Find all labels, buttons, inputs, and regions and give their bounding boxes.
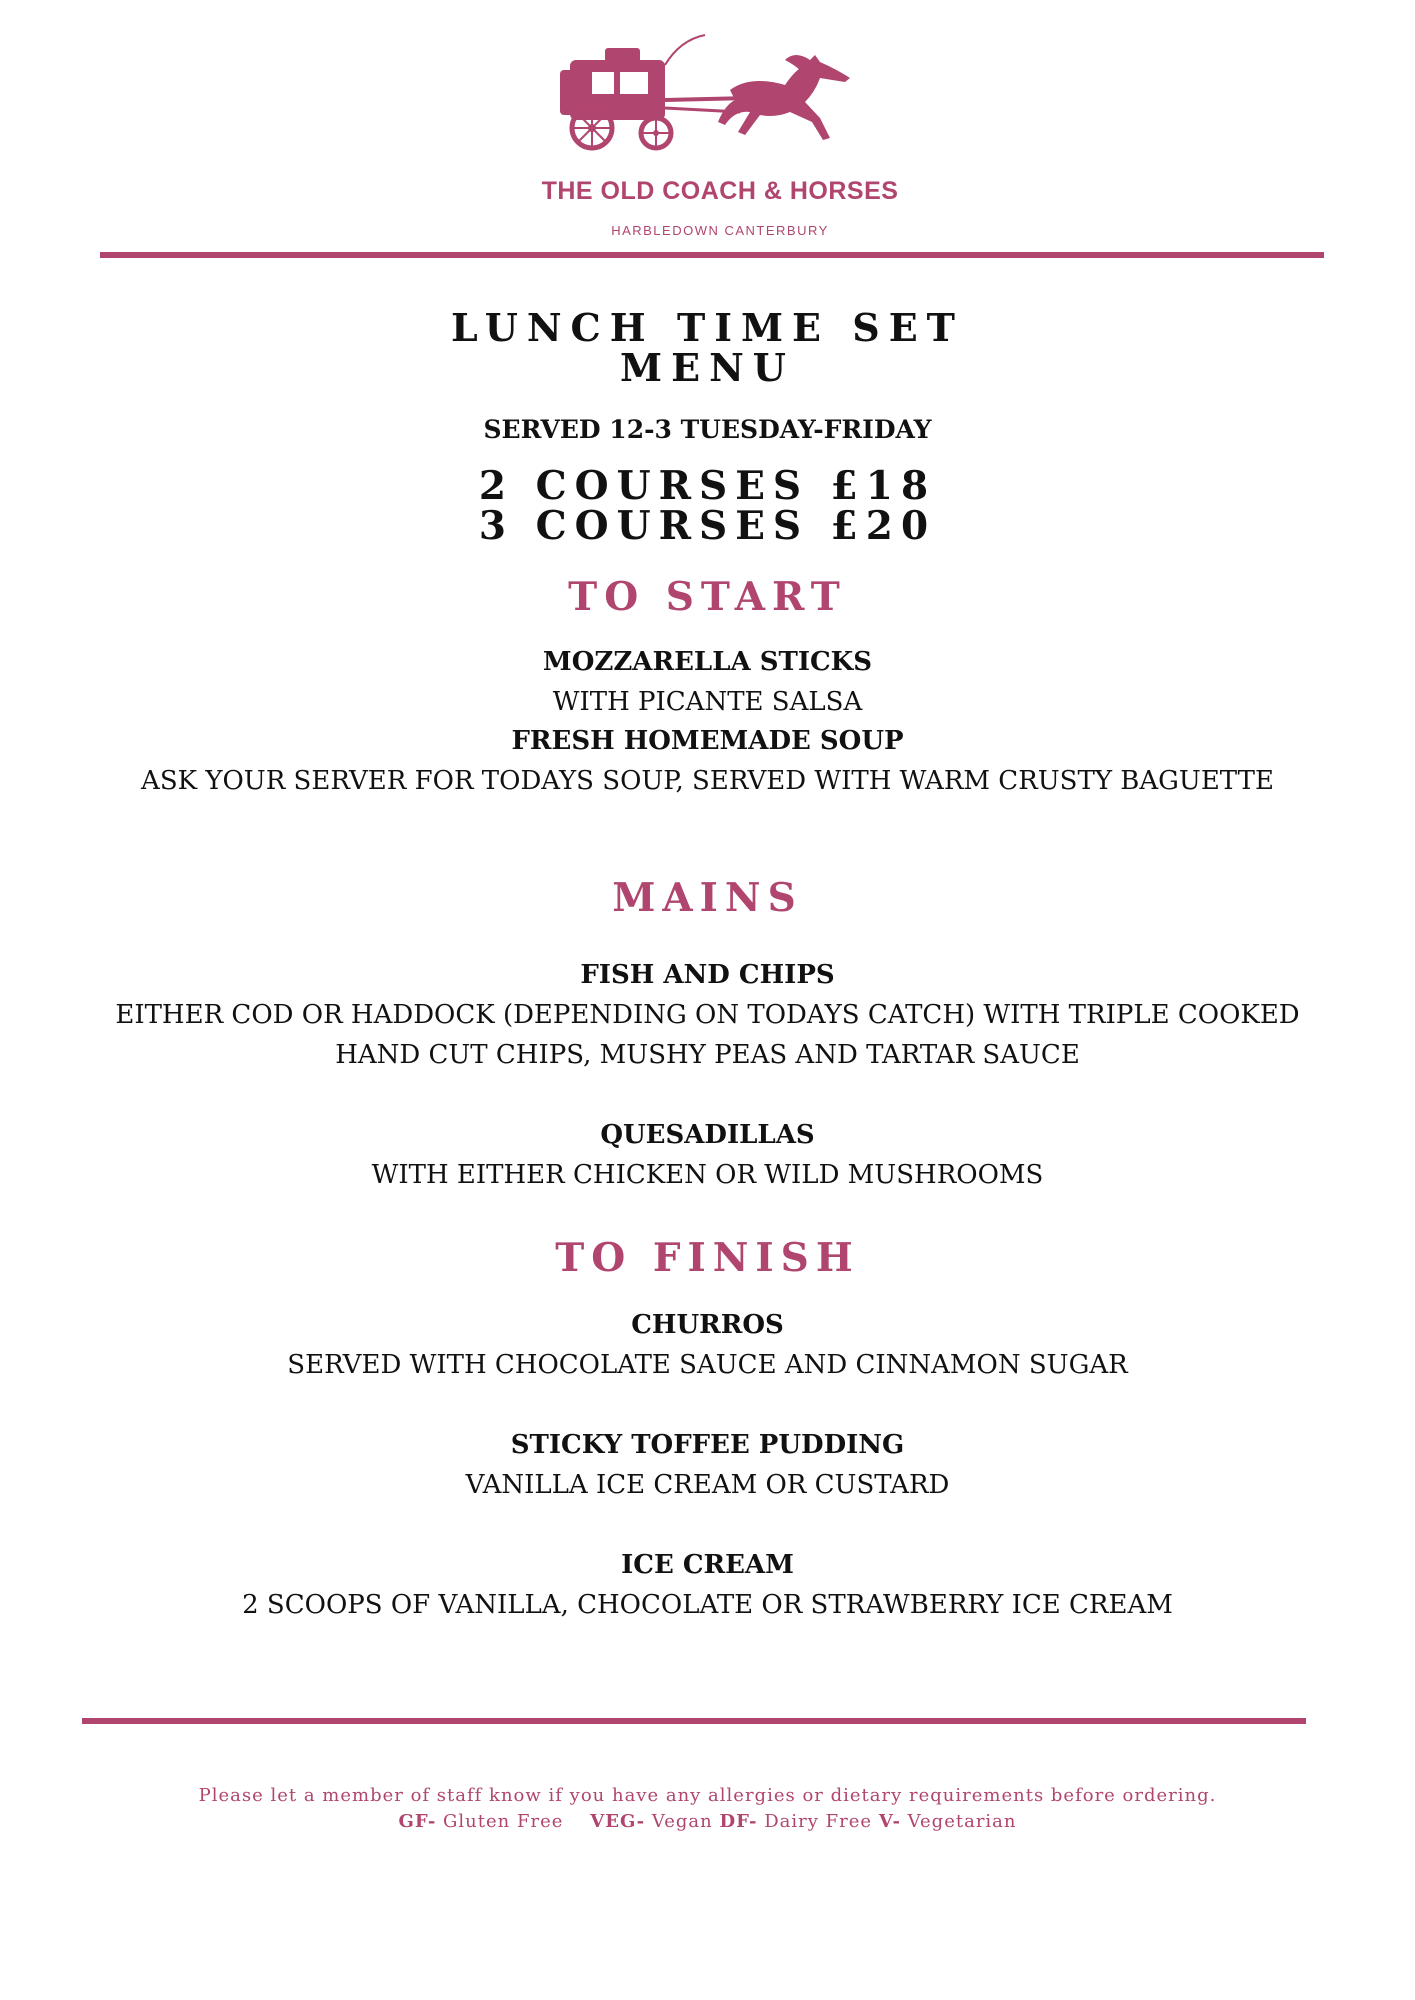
veg-code: VEG- <box>590 1811 646 1832</box>
brand-name: THE OLD COACH & HORSES <box>541 177 899 205</box>
served-hours: SERVED 12-3 TUESDAY-FRIDAY <box>483 415 932 444</box>
item-desc: WITH EITHER CHICKEN OR WILD MUSHROOMS <box>371 1160 1044 1190</box>
gf-label: Gluten Free <box>436 1811 564 1832</box>
logo <box>520 30 920 238</box>
item-desc: ASK YOUR SERVER FOR TODAYS SOUP, SERVED WITH WARM CRUSTY BAGUETTE <box>141 766 1274 796</box>
df-label: Dairy Free <box>757 1811 873 1832</box>
gf-code: GF- <box>398 1811 437 1832</box>
item-name: STICKY TOFFEE PUDDING <box>510 1430 905 1460</box>
item-desc: HAND CUT CHIPS, MUSHY PEAS AND TARTAR SAUCE <box>335 1040 1080 1070</box>
coach-and-horses-logo-icon <box>520 30 920 180</box>
menu-title-line1: LUNCH TIME SET <box>451 305 964 350</box>
allergy-note: Please let a member of staff know if you have any allergies or dietary requirements before ordering. <box>198 1785 1217 1806</box>
item-desc: SERVED WITH CHOCOLATE SAUCE AND CINNAMON SUGAR <box>287 1350 1128 1380</box>
price-two-courses: 2 COURSES £18 <box>478 463 937 509</box>
top-divider <box>100 252 1324 258</box>
v-code: V- <box>878 1811 901 1832</box>
item-name: CHURROS <box>631 1310 784 1340</box>
item-name: QUESADILLAS <box>600 1120 815 1150</box>
item-name: ICE CREAM <box>621 1550 794 1580</box>
item-name: FISH AND CHIPS <box>580 960 835 990</box>
price-three-courses: 3 COURSES £20 <box>478 503 937 549</box>
menu-title-line2: MENU <box>620 345 795 390</box>
df-code: DF- <box>719 1811 758 1832</box>
item-desc: 2 SCOOPS OF VANILLA, CHOCOLATE OR STRAWBERRY ICE CREAM <box>242 1590 1173 1620</box>
veg-label: Vegan <box>645 1811 713 1832</box>
section-heading-mains: MAINS <box>612 875 803 921</box>
brand-subtitle: HARBLEDOWN CANTERBURY <box>611 223 829 238</box>
section-heading-start: TO START <box>568 574 847 620</box>
item-desc: WITH PICANTE SALSA <box>552 687 863 717</box>
section-heading-finish: TO FINISH <box>555 1235 860 1281</box>
item-desc: EITHER COD OR HADDOCK (DEPENDING ON TODAYS CATCH) WITH TRIPLE COOKED <box>115 1000 1300 1030</box>
item-name: MOZZARELLA STICKS <box>542 647 873 677</box>
dietary-key <box>0 1811 1415 1832</box>
bottom-divider <box>82 1718 1306 1724</box>
v-label: Vegetarian <box>900 1811 1017 1832</box>
item-name: FRESH HOMEMADE SOUP <box>511 726 904 756</box>
item-desc: VANILLA ICE CREAM OR CUSTARD <box>465 1470 950 1500</box>
